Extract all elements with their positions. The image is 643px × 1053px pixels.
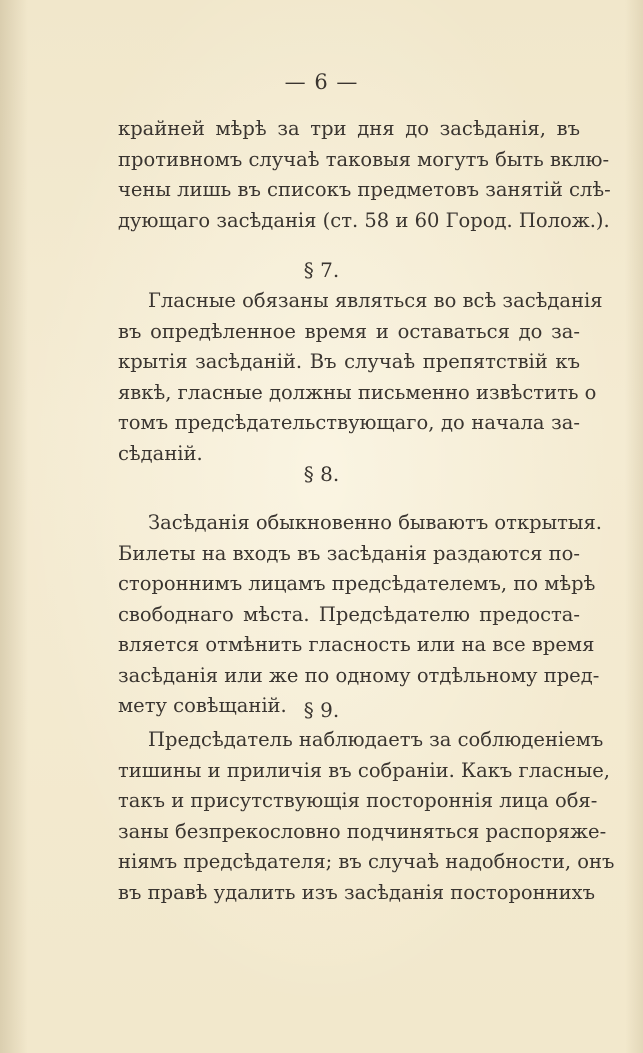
text-line: стороннимъ лицамъ предсѣдателемъ, по мѣрѣ bbox=[118, 572, 596, 595]
text-line: Засѣданія обыкновенно бываютъ открытыя. bbox=[148, 511, 602, 534]
text-line: чены лишь въ списокъ предметовъ занятій слѣ- bbox=[118, 178, 611, 201]
text-line: противномъ случаѣ таковыя могутъ быть вклю- bbox=[118, 147, 610, 171]
text-line: Предсѣдатель наблюдаетъ за соблюденіемъ bbox=[148, 728, 604, 751]
text-line: въ правѣ удалить изъ засѣданія постороннихъ bbox=[118, 880, 596, 904]
text-line: въ опредѣленное время и оставаться до за- bbox=[118, 319, 580, 343]
text-line: свободнаго мѣста. Предсѣдателю предоста- bbox=[118, 602, 580, 626]
text-line: явкѣ, гласные должны письменно извѣстить о bbox=[118, 380, 597, 404]
text-line: томъ предсѣдательствующаго, до начала за- bbox=[118, 411, 580, 434]
page-number: — 6 — bbox=[284, 70, 359, 94]
text-line: сѣданій. bbox=[118, 441, 203, 465]
text-line: вляется отмѣнить гласность или на все время bbox=[118, 633, 595, 656]
section-heading-9: § 9. bbox=[303, 698, 340, 722]
text-line: заны безпрекословно подчиняться распоряже- bbox=[118, 819, 607, 843]
text-line: крытія засѣданій. Въ случаѣ препятствій къ bbox=[118, 350, 580, 373]
text-line: засѣданія или же по одному отдѣльному пред- bbox=[118, 663, 600, 687]
text-line: дующаго засѣданія (ст. 58 и 60 Город. Полож.). bbox=[118, 208, 610, 232]
text-line: мету совѣщаній. bbox=[118, 694, 287, 717]
text-line: Билеты на входъ въ засѣданія раздаются по- bbox=[118, 541, 580, 565]
paragraph-section-8 bbox=[118, 508, 602, 722]
text-line: тишины и приличія въ собраніи. Какъ гласные, bbox=[118, 758, 610, 782]
paragraph-section-7 bbox=[118, 286, 603, 469]
section-heading-7: § 7. bbox=[303, 258, 340, 282]
paragraph-section-9 bbox=[118, 725, 615, 908]
section-heading-8: § 8. bbox=[303, 462, 340, 486]
text-line: крайней мѣрѣ за три дня до засѣданія, въ bbox=[118, 117, 580, 140]
text-line: Гласные обязаны являться во всѣ засѣданія bbox=[148, 289, 603, 312]
text-line: ніямъ предсѣдателя; въ случаѣ надобности, онъ bbox=[118, 850, 615, 873]
paragraph-intro bbox=[118, 114, 611, 236]
text-line: такъ и присутствующія постороннія лица обя- bbox=[118, 789, 598, 812]
